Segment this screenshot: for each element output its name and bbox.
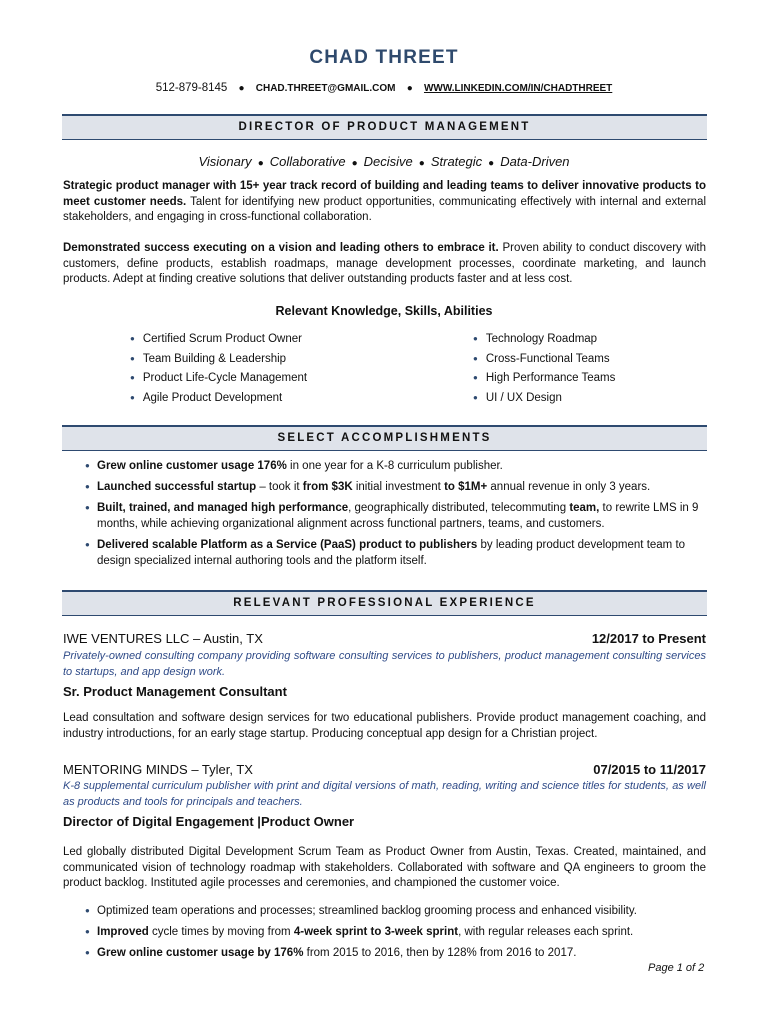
accomplishments-list (85, 458, 710, 574)
job-header (63, 631, 706, 646)
bullet-bold-text: Grew online customer usage 176% (97, 460, 287, 472)
bullet-item (85, 945, 710, 961)
skill-item: ● Product Life-Cycle Management (130, 369, 307, 389)
experience-band (62, 590, 707, 616)
summary-paragraph (63, 179, 706, 226)
email-address[interactable]: CHAD.THREET@GMAIL.COM (255, 83, 396, 94)
bullet-bold-text: Built, trained, and managed high performance (97, 502, 349, 514)
bullet-bold-text: from $3K (302, 481, 353, 493)
separator-dot: ● (488, 158, 495, 169)
bullet-text: from 2015 to 2016, then by 128% from 2016 to 2017. (303, 947, 577, 959)
bullet-item (85, 924, 710, 940)
bullet-text: to rewrite LMS in 9 months, while achieving organizational alignment across functional partners, teams, and customers. (97, 502, 699, 530)
skills-heading: Relevant Knowledge, Skills, Abilities (275, 304, 493, 318)
skills-left-column (130, 330, 307, 408)
bullet-text: in one year for a K-8 curriculum publisher. (286, 460, 503, 472)
tagline-item: Visionary (198, 154, 252, 169)
tagline (0, 154, 768, 169)
job-body: Led globally distributed Digital Development Scrum Team as Product Owner from Austin, Texas. Created, maintained, and communicated vision of technology roadmap with stakeholders. Collaborated with software and QA engineers to groom the product backlog. Instituted agile processes and ceremonies, and championed the customer voice. (63, 846, 706, 890)
company-description: Privately-owned consulting company providing software consulting services to publishers, product management consulting services to startups, and app design work. (63, 650, 706, 678)
bullet-item (85, 903, 710, 919)
bullet-text: cycle times by moving from (148, 926, 294, 938)
accomplishments-band-label: SELECT ACCOMPLISHMENTS (277, 432, 492, 444)
summary-lead: Strategic product manager with 15+ year track record of building and leading teams to deliver innovative products to meet customer needs. (63, 180, 706, 208)
separator-dot: ● (418, 158, 425, 169)
contact-line (0, 82, 768, 94)
summary-text: Talent for identifying new product opportunities, communicating effectively with internal and external stakeholders, and engaging in cross-functional collaboration. (63, 195, 707, 224)
separator-dot: ● (257, 158, 264, 169)
bullet-bold-text: Grew online customer usage by 176% (97, 947, 304, 959)
tagline-item: Strategic (430, 154, 483, 169)
separator-dot: ● (406, 83, 413, 94)
summary-paragraph (63, 241, 706, 288)
linkedin-link[interactable]: WWW.LINKEDIN.COM/IN/CHADTHREET (423, 83, 613, 94)
bullet-text: Optimized team operations and processes; streamlined backlog grooming process and enhanced visibility. (97, 905, 637, 917)
job-dates: 12/2017 to Present (591, 631, 706, 646)
bullet-text: , geographically distributed, telecommuting (348, 502, 570, 514)
job-bullets (85, 903, 710, 966)
bullet-bold-text: Delivered scalable Platform as a Service (PaaS) product to publishers (97, 539, 478, 551)
skill-item: ● High Performance Teams (473, 369, 615, 389)
skill-item: ● Certified Scrum Product Owner (130, 330, 307, 350)
job-company: MENTORING MINDS – Tyler, TX (63, 762, 253, 777)
bullet-text: , with regular releases each sprint. (458, 926, 634, 938)
job-role: Sr. Product Management Consultant (63, 684, 287, 699)
bullet-bold-text: Launched successful startup (97, 481, 257, 493)
skill-item: ● UI / UX Design (473, 389, 615, 409)
job-header (63, 762, 706, 777)
phone-number: 512-879-8145 (155, 82, 228, 94)
bullet-text: by leading product development team to design specialized internal authoring tools and the platform itself. (97, 539, 686, 567)
bullet-text: initial investment (352, 481, 445, 493)
separator-dot: ● (238, 83, 245, 94)
experience-band-label: RELEVANT PROFESSIONAL EXPERIENCE (233, 597, 536, 609)
bullet-text: – took it (256, 481, 303, 493)
job-body: Lead consultation and software design services for two educational publishers. Provide product management coaching, and industry introductions, for an early stage startup. Producing conceptual app design for a Christian project. (63, 712, 706, 740)
company-description: K-8 supplemental curriculum publisher with print and digital versions of math, reading, writing and science titles for students, as well as products and tools for principals and teachers. (63, 780, 706, 808)
skill-item: ● Team Building & Leadership (130, 350, 307, 370)
summary-text: Proven ability to conduct discovery with customers, define products, establish roadmaps, manage development processes, coordinate marketing, and launch products. Adept at finding creative solutions that deliver outstanding products faster and at less cost. (63, 242, 707, 286)
bullet-item (85, 500, 710, 532)
tagline-item: Collaborative (269, 154, 346, 169)
bullet-bold-text: team, (569, 502, 600, 514)
page-number: Page 1 of 2 (648, 962, 705, 974)
title-band-label: DIRECTOR OF PRODUCT MANAGEMENT (238, 121, 531, 133)
skill-item: ● Agile Product Development (130, 389, 307, 409)
bullet-bold-text: to $1M+ (444, 481, 488, 493)
job-company: IWE VENTURES LLC – Austin, TX (63, 631, 263, 646)
skill-item: ● Cross-Functional Teams (473, 350, 615, 370)
bullet-item (85, 537, 710, 569)
bullet-bold-text: 4-week sprint to 3-week sprint (293, 926, 459, 938)
bullet-text: annual revenue in only 3 years. (487, 481, 651, 493)
skills-right-column (473, 330, 615, 408)
separator-dot: ● (351, 158, 358, 169)
job-role: Director of Digital Engagement |Product Owner (63, 814, 355, 829)
job-dates: 07/2015 to 11/2017 (593, 762, 706, 777)
title-band (62, 114, 707, 140)
skill-item: ● Technology Roadmap (473, 330, 615, 350)
candidate-name: CHAD THREET (309, 47, 459, 68)
bullet-item (85, 458, 710, 474)
bullet-item (85, 479, 710, 495)
tagline-item: Data-Driven (500, 154, 570, 169)
tagline-item: Decisive (363, 154, 413, 169)
accomplishments-band (62, 425, 707, 451)
summary-lead: Demonstrated success executing on a vision and leading others to embrace it. (63, 242, 499, 254)
bullet-bold-text: Improved (97, 926, 149, 938)
